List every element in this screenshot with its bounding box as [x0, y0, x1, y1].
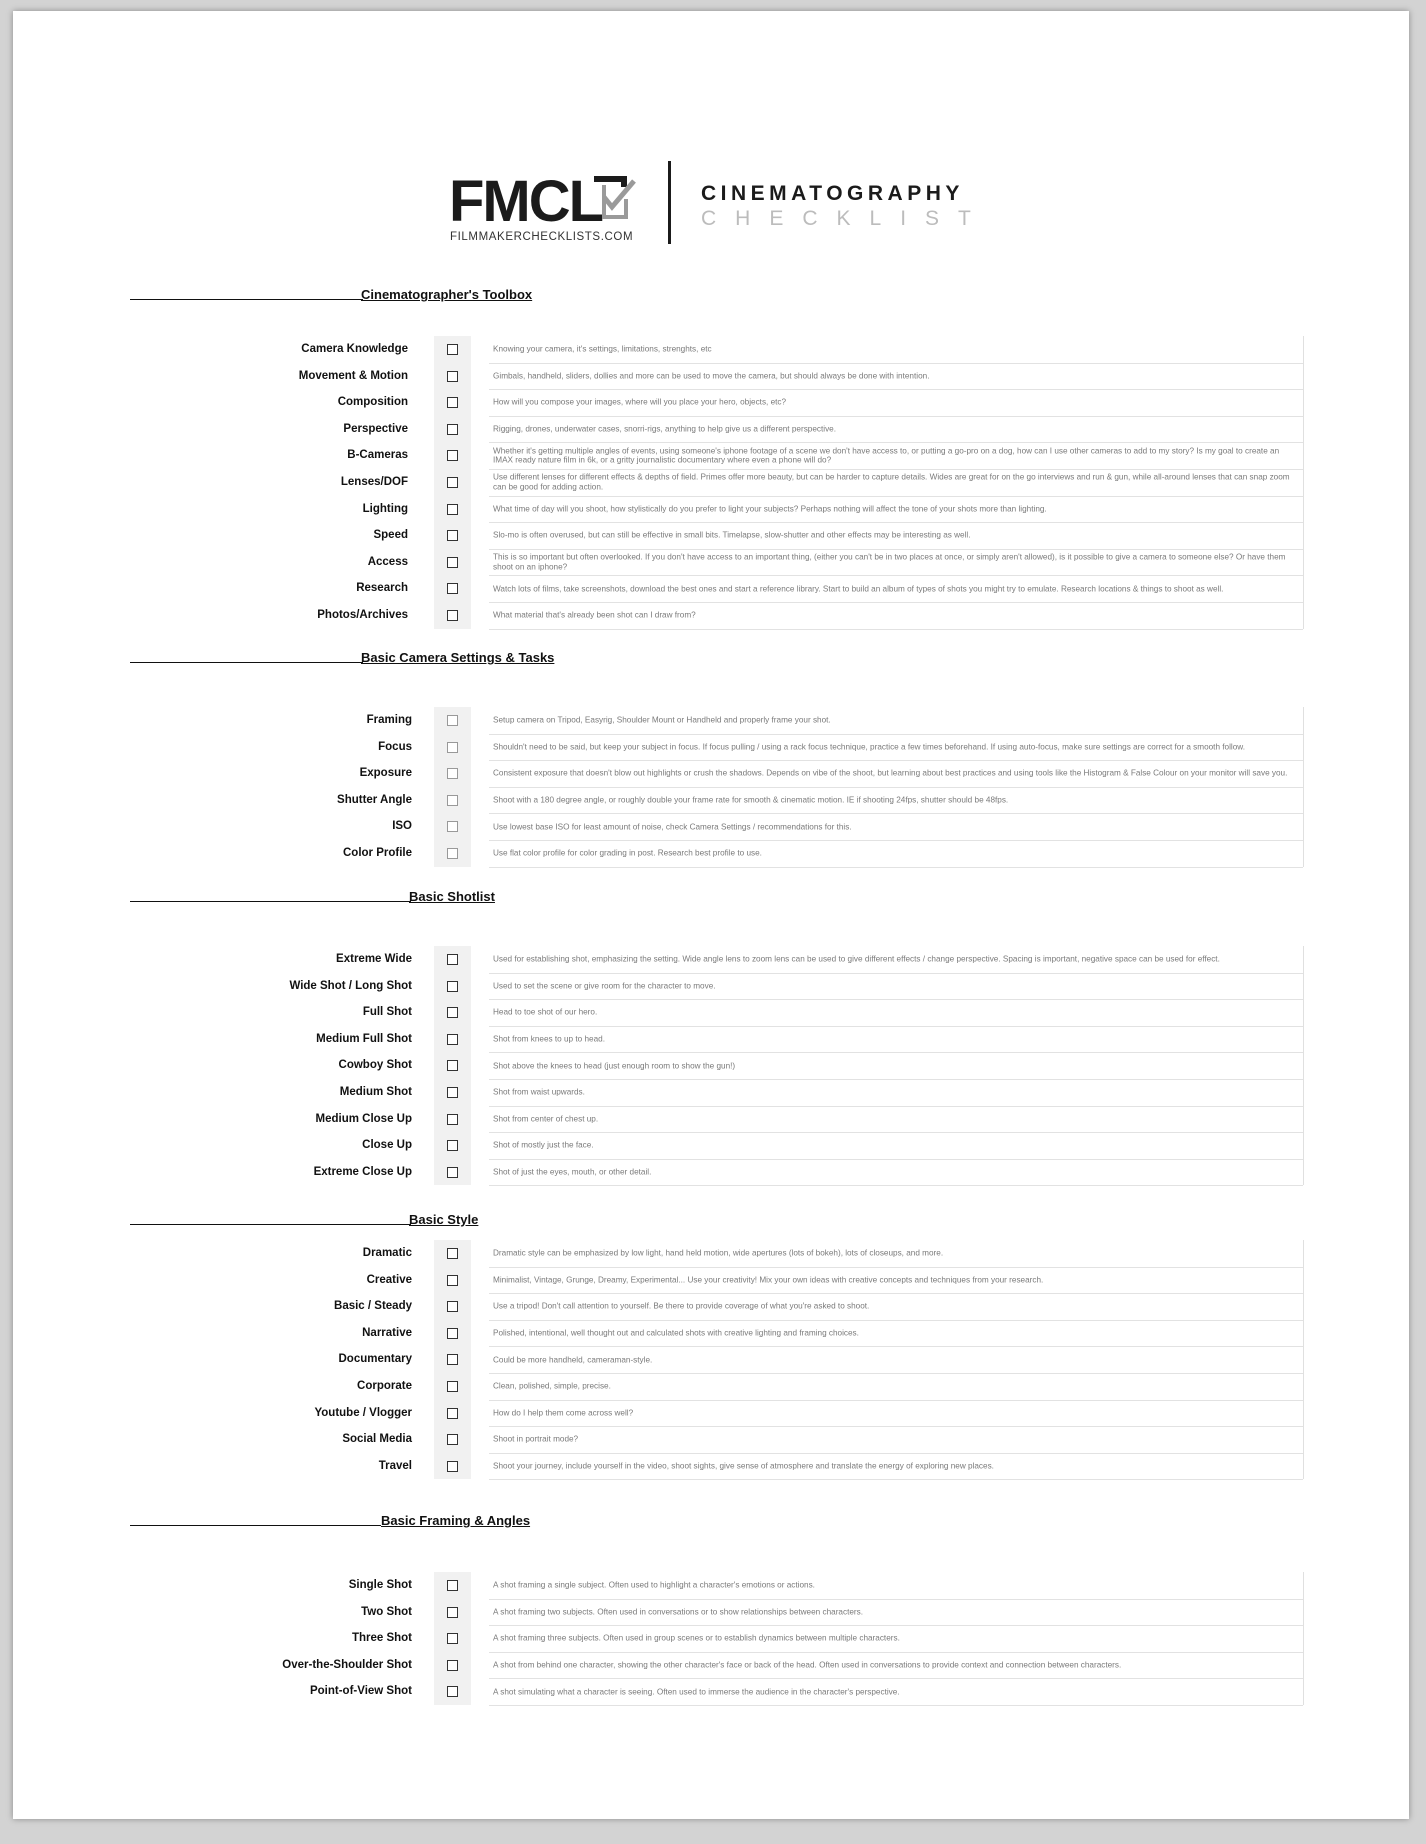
section-rule [130, 299, 363, 300]
checkbox[interactable] [447, 715, 458, 726]
checkbox[interactable] [447, 1167, 458, 1178]
item-description: This is so important but often overlooked. If you don't have access to an important thing, (either you can't be in two places at once, or simply aren't allowed), is it possible to give a camera to someone else? Or have them shoot on an iphone? [493, 552, 1286, 572]
checkbox[interactable] [447, 450, 458, 461]
item-description: Minimalist, Vintage, Grunge, Dreamy, Experimental... Use your creativity! Mix your own ideas with creative concepts and techniques from your research. [493, 1275, 1044, 1285]
item-description: Dramatic style can be emphasized by low light, hand held motion, wide apertures (lots of bokeh), lots of closeups, and more. [493, 1248, 944, 1258]
checkbox-cell [434, 1453, 471, 1480]
item-label: Close Up [362, 1139, 412, 1152]
checkbox[interactable] [447, 821, 458, 832]
item-label-cell [163, 416, 408, 443]
checkbox-cell [434, 1106, 471, 1133]
row-border [1303, 1572, 1304, 1705]
item-label: Perspective [343, 422, 408, 435]
checkbox-cell [434, 1426, 471, 1453]
item-description: Consistent exposure that doesn't blow out highlights or crush the shadows. Depends on vibe of the shoot, but learning about best practices and using tools like the Histogram & False Colour on your monitor will save you. [493, 768, 1288, 778]
item-label: Focus [378, 740, 412, 753]
section-title: Cinematographer's Toolbox [361, 287, 533, 302]
checkbox-cell [434, 363, 471, 390]
checkbox[interactable] [447, 1408, 458, 1419]
item-label-cell [163, 1652, 412, 1679]
item-label: Camera Knowledge [301, 343, 408, 355]
item-label: Cowboy Shot [338, 1059, 412, 1072]
item-description: How will you compose your images, where will you place your hero, objects, etc? [493, 397, 787, 407]
item-label-cell [163, 1320, 412, 1347]
checkbox-cell [434, 1599, 471, 1626]
item-description-cell [489, 1293, 1303, 1321]
title-line-1: CINEMATOGRAPHY [701, 182, 964, 205]
item-label: Three Shot [351, 1632, 412, 1645]
checkbox-cell [434, 1346, 471, 1373]
item-description-cell [489, 1373, 1303, 1401]
item-description-cell [489, 1079, 1303, 1107]
item-label: Framing [366, 714, 412, 726]
item-label-cell [163, 840, 412, 867]
checkbox-cell [434, 602, 471, 629]
checkbox[interactable] [447, 1034, 458, 1045]
item-label: Movement & Motion [298, 369, 408, 382]
item-label: Access [367, 555, 408, 568]
item-description-cell [489, 1132, 1303, 1160]
item-label: Documentary [338, 1353, 412, 1366]
item-label-cell [163, 1052, 412, 1079]
item-description-cell [489, 1599, 1303, 1627]
item-description: A shot framing a single subject. Often used to highlight a character's emotions or actions. [493, 1580, 815, 1590]
checkbox-cell [434, 1678, 471, 1705]
item-description-cell [489, 416, 1303, 444]
item-description: Whether it's getting multiple angles of events, using someone's iphone footage of a scene we don't have access to, or putting a go-pro on a dog, how can I use other cameras to add to my story? Is my goal to create an IMAX ready nature film in 6k, or a gritty journalistic documentary where even a phone will do? [493, 446, 1280, 465]
item-label-cell [163, 734, 412, 761]
checkbox[interactable] [447, 1633, 458, 1644]
row-border [1303, 946, 1304, 1185]
item-label: Medium Shot [339, 1086, 412, 1098]
checkbox-cell [434, 496, 471, 523]
item-label-cell [163, 1400, 412, 1427]
item-description-cell [489, 442, 1303, 470]
checkbox-cell [434, 999, 471, 1026]
item-label-cell [163, 336, 408, 363]
checkbox[interactable] [447, 1248, 458, 1259]
item-label: Creative [366, 1273, 412, 1286]
checkbox-cell [434, 522, 471, 549]
item-description: What material that's already been shot can I draw from? [493, 610, 696, 620]
item-label-cell [163, 1132, 412, 1159]
item-label-cell [163, 1426, 412, 1453]
item-description: Knowing your camera, it's settings, limitations, strenghts, etc [493, 344, 712, 354]
item-description: Shot from center of chest up. [493, 1114, 599, 1124]
checkbox-cell [434, 549, 471, 576]
item-label: Two Shot [361, 1605, 412, 1618]
checkbox-cell [434, 787, 471, 814]
item-description-cell [489, 707, 1303, 735]
item-description-cell [489, 1267, 1303, 1295]
item-description-cell [489, 1106, 1303, 1134]
item-label-cell [163, 549, 408, 576]
item-description: Shot from knees to up to head. [493, 1034, 605, 1044]
checkbox[interactable] [447, 1381, 458, 1392]
checkbox-cell [434, 1400, 471, 1427]
item-label-cell [163, 575, 408, 602]
checkbox[interactable] [447, 1301, 458, 1312]
item-label-cell [163, 363, 408, 390]
checkbox[interactable] [447, 1434, 458, 1445]
item-description: Setup camera on Tripod, Easyrig, Shoulder Mount or Handheld and properly frame your shot. [493, 715, 831, 725]
item-description: Watch lots of films, take screenshots, download the best ones and start a reference library. Start to build an album of types of shots you might try to emulate. Research locations & things to shoot as well. [493, 583, 1224, 593]
item-description: Used to set the scene or give room for the character to move. [493, 981, 716, 991]
checkbox[interactable] [447, 610, 458, 621]
checkbox-cell [434, 469, 471, 496]
fmcl-logo [438, 161, 998, 251]
item-label-cell [163, 760, 412, 787]
checkbox[interactable] [447, 1686, 458, 1697]
item-label-cell [163, 602, 408, 629]
item-description-cell [489, 1652, 1303, 1680]
section-title: Basic Camera Settings & Tasks [361, 650, 555, 665]
checkbox-cell [434, 1132, 471, 1159]
item-label: B-Cameras [347, 449, 408, 462]
checkbox[interactable] [447, 848, 458, 859]
item-description-cell [489, 946, 1303, 974]
section-rule [130, 1224, 411, 1225]
item-description: Shoot with a 180 degree angle, or roughly double your frame rate for smooth & cinematic motion. IE if shooting 24fps, shutter should be 48fps. [493, 795, 1009, 805]
item-label-cell [163, 522, 408, 549]
checkbox[interactable] [447, 954, 458, 965]
section-title: Basic Style [409, 1212, 479, 1227]
checkbox[interactable] [447, 424, 458, 435]
item-description: A shot framing three subjects. Often used in group scenes or to establish dynamics between multiple characters. [493, 1633, 900, 1643]
checkbox[interactable] [447, 530, 458, 541]
item-label-cell [163, 1240, 412, 1267]
item-description-cell [489, 1320, 1303, 1348]
checkbox-cell [434, 1267, 471, 1294]
checkbox[interactable] [447, 1354, 458, 1365]
checkbox-cell [434, 1026, 471, 1053]
item-label-cell [163, 1572, 412, 1599]
checkbox-cell [434, 336, 471, 363]
item-label: Over-the-Shoulder Shot [282, 1658, 412, 1671]
item-description: Shot above the knees to head (just enough room to show the gun!) [493, 1060, 736, 1070]
item-label: Lighting [362, 502, 408, 515]
item-description-cell [489, 1346, 1303, 1374]
item-label-cell [163, 1373, 412, 1400]
checkbox-cell [434, 1373, 471, 1400]
item-description: Shouldn't need to be said, but keep your subject in focus. If focus pulling / using a rack focus technique, practice a few times beforehand. If using auto-focus, make sure settings are correct for a smooth follow. [493, 742, 1246, 752]
item-description: Shot of mostly just the face. [493, 1140, 594, 1150]
item-description-cell [489, 1678, 1303, 1706]
checkbox[interactable] [447, 397, 458, 408]
item-label-cell [163, 787, 412, 814]
item-description: Head to toe shot of our hero. [493, 1007, 598, 1017]
item-description-cell [489, 602, 1303, 630]
checkbox-cell [434, 734, 471, 761]
checkbox[interactable] [447, 981, 458, 992]
checkbox-cell [434, 1625, 471, 1652]
checkbox-cell [434, 1052, 471, 1079]
checkbox-cell [434, 973, 471, 1000]
checkbox-cell [434, 840, 471, 867]
item-description: A shot from behind one character, showing the other character's face or back of the head. Often used in conversations to provide context and connection between characters. [493, 1660, 1122, 1670]
item-description-cell [489, 389, 1303, 417]
section-title: Basic Shotlist [409, 889, 495, 904]
item-label-cell [163, 813, 412, 840]
row-border [1303, 1240, 1304, 1479]
item-label: Extreme Wide [336, 953, 412, 965]
item-description-cell [489, 1400, 1303, 1428]
item-description-cell [489, 1026, 1303, 1054]
logo-wordmark: FMCL [449, 169, 603, 234]
section-rule [130, 901, 411, 902]
item-description-cell [489, 813, 1303, 841]
item-label-cell [163, 946, 412, 973]
item-label-cell [163, 1159, 412, 1186]
item-label-cell [163, 389, 408, 416]
item-label: Single Shot [348, 1579, 412, 1591]
checkbox-cell [434, 1320, 471, 1347]
checkbox[interactable] [447, 557, 458, 568]
row-border [1303, 707, 1304, 867]
item-label: Medium Full Shot [316, 1032, 412, 1045]
checkbox-cell [434, 389, 471, 416]
checkbox-cell [434, 946, 471, 973]
checkbox[interactable] [447, 1087, 458, 1098]
item-description-cell [489, 734, 1303, 762]
item-description: Clean, polished, simple, precise. [493, 1381, 611, 1391]
item-description-cell [489, 840, 1303, 868]
section-title: Basic Framing & Angles [381, 1513, 531, 1528]
checkbox[interactable] [447, 1114, 458, 1125]
item-description-cell [489, 549, 1303, 577]
checkbox[interactable] [447, 795, 458, 806]
section-rule [130, 1525, 381, 1526]
checkbox[interactable] [447, 1275, 458, 1286]
item-description: What time of day will you shoot, how stylistically do you prefer to light your subjects? Perhaps nothing will affect the tone of your shots more than lighting. [493, 504, 1047, 514]
item-description: Use a tripod! Don't call attention to yourself. Be there to provide coverage of what you're asked to shoot. [493, 1301, 870, 1311]
item-label: Speed [373, 529, 408, 542]
item-description-cell [489, 469, 1303, 497]
item-label-cell [163, 1079, 412, 1106]
checkbox-cell [434, 760, 471, 787]
item-description-cell [489, 363, 1303, 391]
item-description-cell [489, 973, 1303, 1001]
item-label: Shutter Angle [337, 793, 412, 806]
item-label: Dramatic [362, 1247, 412, 1259]
checkbox-cell [434, 707, 471, 734]
item-label: Narrative [362, 1326, 412, 1339]
item-label-cell [163, 469, 408, 496]
item-label: Travel [378, 1459, 412, 1472]
checkbox-cell [434, 1159, 471, 1186]
checkbox[interactable] [447, 504, 458, 515]
checkbox-cell [434, 813, 471, 840]
item-description-cell [489, 1625, 1303, 1653]
item-description-cell [489, 1426, 1303, 1454]
item-label-cell [163, 973, 412, 1000]
item-description: How do I help them come across well? [493, 1408, 634, 1418]
checkbox[interactable] [447, 1461, 458, 1472]
item-label-cell [163, 442, 408, 469]
item-description: Polished, intentional, well thought out and calculated shots with creative lighting and framing choices. [493, 1328, 859, 1338]
checkbox[interactable] [447, 1328, 458, 1339]
section-rule [130, 662, 363, 663]
item-description-cell [489, 1453, 1303, 1481]
item-description: Use lowest base ISO for least amount of noise, check Camera Settings / recommendations for this. [493, 821, 852, 831]
item-label: Basic / Steady [334, 1300, 412, 1313]
item-label-cell [163, 1599, 412, 1626]
item-label: Color Profile [342, 847, 412, 859]
checkbox-cell [434, 575, 471, 602]
logo-url: FILMMAKERCHECKLISTS.COM [450, 231, 634, 243]
item-description: Shoot your journey, include yourself in the video, shoot sights, give sense of atmosphere and translate the energy of exploring new places. [493, 1461, 994, 1471]
item-description-cell [489, 1572, 1303, 1600]
checkbox[interactable] [447, 1140, 458, 1151]
item-label: Wide Shot / Long Shot [289, 979, 412, 992]
item-label: Lenses/DOF [340, 476, 408, 488]
item-description: A shot simulating what a character is seeing. Often used to immerse the audience in the character's perspective. [493, 1686, 900, 1696]
item-label: Extreme Close Up [313, 1165, 412, 1178]
checkbox-cell [434, 1240, 471, 1267]
item-label: Medium Close Up [315, 1112, 412, 1125]
item-label: Youtube / Vlogger [314, 1406, 412, 1419]
checkbox-cell [434, 1293, 471, 1320]
item-description-cell [489, 760, 1303, 788]
item-label-cell [163, 1026, 412, 1053]
item-description: Slo-mo is often overused, but can still be effective in small bits. Timelapse, slow-shutter and other effects may be interesting as well. [493, 530, 971, 540]
checkbox[interactable] [447, 768, 458, 779]
checkbox[interactable] [447, 1607, 458, 1618]
item-description-cell [489, 787, 1303, 815]
checklist-page [13, 11, 1409, 1819]
checkbox-cell [434, 416, 471, 443]
item-description: Used for establishing shot, emphasizing the setting. Wide angle lens to zoom lens can be used to give different effects / change perspective. Spacing is important, negative space can be used for effect. [493, 954, 1220, 964]
item-label: Corporate [357, 1380, 412, 1392]
item-description-cell [489, 336, 1303, 364]
logo-divider [668, 161, 671, 244]
item-description: Shot of just the eyes, mouth, or other detail. [493, 1167, 652, 1177]
item-label: ISO [392, 820, 412, 833]
item-description-cell [489, 1159, 1303, 1187]
item-label: Full Shot [362, 1006, 412, 1019]
checkbox-cell [434, 1572, 471, 1599]
checkbox[interactable] [447, 1007, 458, 1018]
item-label: Exposure [359, 767, 412, 780]
item-description-cell [489, 575, 1303, 603]
checkbox[interactable] [447, 583, 458, 594]
checkbox[interactable] [447, 477, 458, 488]
checkbox-cell [434, 1652, 471, 1679]
item-description-cell [489, 1240, 1303, 1268]
item-description-cell [489, 496, 1303, 524]
item-label-cell [163, 1106, 412, 1133]
item-description-cell [489, 999, 1303, 1027]
item-description: Gimbals, handheld, sliders, dollies and more can be used to move the camera, but should always be done with intention. [493, 371, 930, 381]
item-label: Composition [337, 396, 408, 409]
item-description: Shoot in portrait mode? [493, 1434, 579, 1444]
item-label: Photos/Archives [317, 609, 408, 621]
checkbox-cell [434, 1079, 471, 1106]
item-description: Could be more handheld, cameraman-style. [493, 1354, 653, 1364]
checkmark-logo-icon [590, 175, 636, 221]
checkbox[interactable] [447, 1660, 458, 1671]
row-border [1303, 336, 1304, 629]
item-label-cell [163, 1453, 412, 1480]
item-label-cell [163, 1267, 412, 1294]
item-description: Use different lenses for different effects & depths of field. Primes offer more beauty, but can be harder to capture details. Wides are great for on the go interviews and run & gun, while all-around lenses that can snap zoom can be good for adding action. [493, 472, 1290, 492]
checkbox[interactable] [447, 371, 458, 382]
item-description-cell [489, 522, 1303, 550]
item-description: Rigging, drones, underwater cases, snorri-rigs, anything to help give us a different perspective. [493, 424, 836, 434]
item-description: Shot from waist upwards. [493, 1087, 585, 1097]
item-label: Social Media [342, 1433, 412, 1446]
item-label-cell [163, 1625, 412, 1652]
item-description: A shot framing two subjects. Often used in conversations or to show relationships between characters. [493, 1607, 863, 1617]
item-label-cell [163, 707, 412, 734]
item-label-cell [163, 1678, 412, 1705]
item-description: Use flat color profile for color grading in post. Research best profile to use. [493, 848, 762, 858]
item-label-cell [163, 999, 412, 1026]
item-label: Research [356, 582, 408, 595]
item-label: Point-of-View Shot [309, 1685, 412, 1698]
item-label-cell [163, 1346, 412, 1373]
title-line-2: CHECKLIST [701, 207, 990, 230]
checkbox-cell [434, 442, 471, 469]
item-label-cell [163, 1293, 412, 1320]
checkbox[interactable] [447, 1580, 458, 1591]
item-label-cell [163, 496, 408, 523]
checkbox[interactable] [447, 1060, 458, 1071]
item-description-cell [489, 1052, 1303, 1080]
checkbox[interactable] [447, 344, 458, 355]
checkbox[interactable] [447, 742, 458, 753]
